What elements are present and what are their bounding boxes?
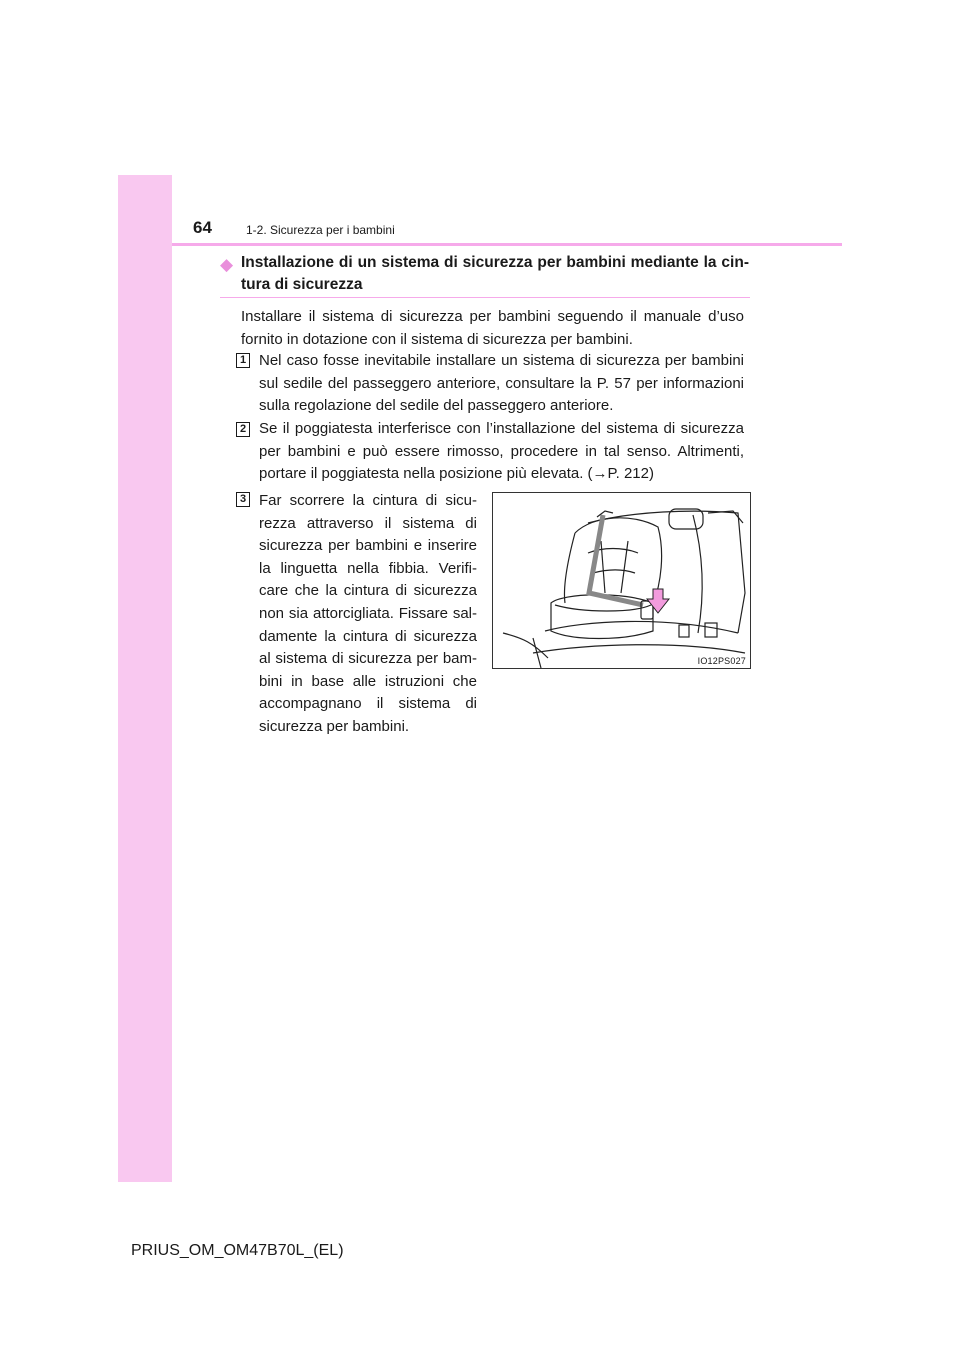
step-3-text: Far scorrere la cintura di sicu-rezza attraverso il sistema di sicurezza per bambini e inserire la linguetta nella fibbia. Verifi-care che la cintura di sicurezza non sia attorcigliata. Fissare sal-damente la cintura di sicurezza al sistema di sicurezza per bam-bini in base alle istruzioni che accompagnano il sistema di sicurezza per bambini.	[259, 492, 477, 735]
step-number-1: 1	[236, 353, 250, 368]
figure-code: IO12PS027	[697, 656, 746, 666]
diamond-bullet-icon: ◆	[220, 255, 234, 274]
header-divider	[172, 243, 842, 246]
section-title: 1-2. Sicurezza per i bambini	[246, 223, 395, 237]
step-1-text: Nel caso fosse inevitabile installare un sistema di sicurezza per bambini sul sedile del passeggero anteriore, consultare la P. 57 per informazioni sulla regolazione del sedile del passeggero anteriore.	[259, 352, 744, 415]
step-2-text: Se il poggiatesta interferisce con l’installazione del sistema di sicurezza per bambini e può essere rimosso, procedere in tal senso. Altrimenti, portare il poggiatesta nella posizione più elevata. (→P. 212)	[259, 420, 744, 483]
child-seat-figure	[492, 492, 751, 669]
step-number-2: 2	[236, 422, 250, 437]
section-heading: Installazione di un sistema di sicurezza per bambini mediante la cin-tura di sicurezza	[241, 254, 749, 293]
document-footer: PRIUS_OM_OM47B70L_(EL)	[131, 1242, 344, 1259]
heading-divider	[220, 297, 750, 298]
intro-paragraph: Installare il sistema di sicurezza per bambini seguendo il manuale d’uso fornito in dotazione con il sistema di sicurezza per bambini.	[241, 308, 744, 348]
step-number-3: 3	[236, 492, 250, 507]
child-seat-belt-illustration-icon	[493, 493, 750, 668]
side-tab-band	[118, 175, 172, 1182]
page-number: 64	[193, 218, 212, 237]
